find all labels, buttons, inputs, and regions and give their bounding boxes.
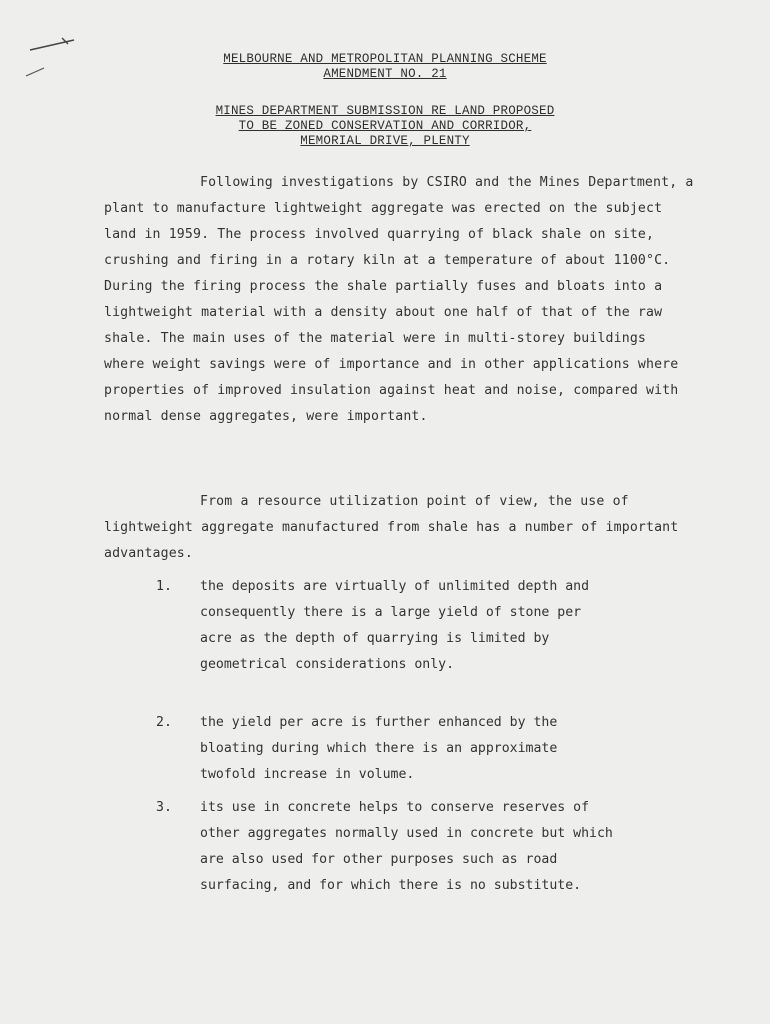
paragraph-1 (104, 170, 694, 430)
paragraph-1-text: Following investigations by CSIRO and the Mines Department, a plant to manufacture lightweight aggregate was erected on the subject land in 1959. The process involved quarrying of black shale on site, crushing and firing in a rotary kiln at a temperature of about 1100°C. During the firing process the shale partially fuses and bloats into a lightweight material with a density about one half of that of the raw shale. The main uses of the material were in multi-storey buildings where weight savings were of importance and in other applications where properties of improved insulation against heat and noise, compared with normal dense aggregates, were important. (104, 175, 694, 424)
list-item-number: 3. (156, 800, 172, 815)
subtitle-line-3: MEMORIAL DRIVE, PLENTY (300, 134, 470, 148)
document-title-line-1: MELBOURNE AND METROPOLITAN PLANNING SCHEME (223, 52, 547, 66)
list-item-text: the yield per acre is further enhanced by the bloating during which there is an approximate twofold increase in volume. (200, 715, 558, 782)
paragraph-2 (104, 489, 694, 567)
document-title-line-2: AMENDMENT NO. 21 (323, 67, 447, 81)
paragraph-2-text: From a resource utilization point of view, the use of lightweight aggregate manufactured from shale has a number of important advantages. (104, 494, 679, 561)
list-item-text: the deposits are virtually of unlimited depth and consequently there is a large yield of stone per acre as the depth of quarrying is limited by geometrical considerations only. (200, 579, 590, 672)
list-item-number: 1. (156, 579, 172, 594)
list-item-number: 2. (156, 715, 172, 730)
subtitle-line-1: MINES DEPARTMENT SUBMISSION RE LAND PROPOSED (215, 104, 555, 118)
subtitle-line-2: TO BE ZONED CONSERVATION AND CORRIDOR, (238, 119, 532, 133)
list-item-text: its use in concrete helps to conserve reserves of other aggregates normally used in concrete but which are also used for other purposes such as road surfacing, and for which there is no substitute. (200, 800, 613, 893)
